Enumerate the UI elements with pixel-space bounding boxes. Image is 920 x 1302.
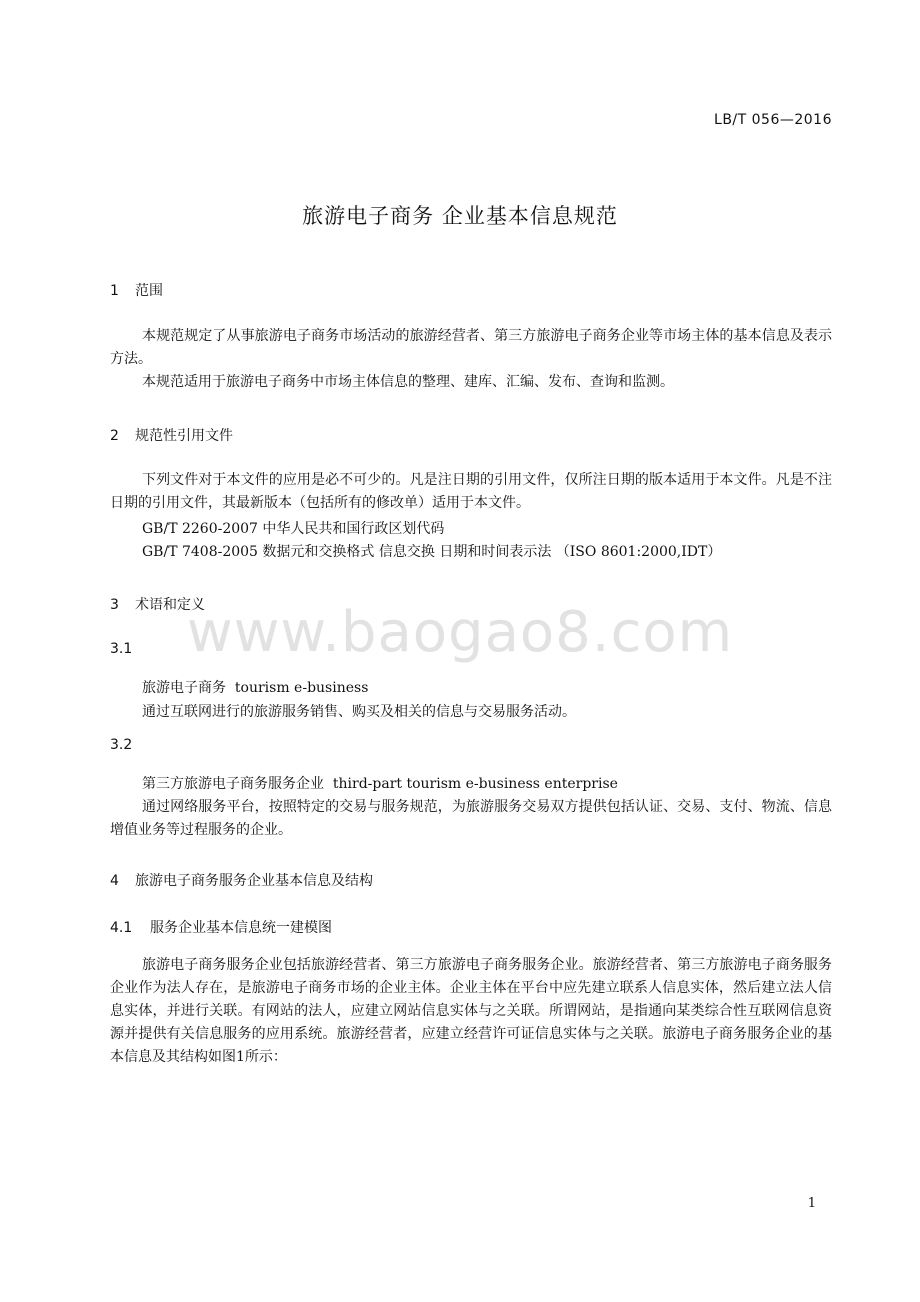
clause-number: 4.1 <box>110 920 133 936</box>
term-chinese: 第三方旅游电子商务服务企业 <box>142 776 324 792</box>
term-3-1 <box>142 677 368 697</box>
section-title: 术语和定义 <box>135 597 205 613</box>
clause-3-2-number: 3.2 <box>110 737 133 753</box>
section-1-paragraph-1: 本规范规定了从事旅游电子商务市场活动的旅游经营者、第三方旅游电子商务企业等市场主体的基本信息及表示方法。 <box>110 328 832 367</box>
term-3-2 <box>142 773 618 793</box>
section-number: 2 <box>110 428 119 444</box>
clause-4-1-paragraph: 旅游电子商务服务企业包括旅游经营者、第三方旅游电子商务服务企业。旅游经营者、第三方旅游电子商务服务企业作为法人存在，是旅游电子商务市场的企业主体。企业主体在平台中应先建立联系人信息实体，然后建立法人信息实体，并进行关联。有网站的法人，应建立网站信息实体与之关联。所谓网站，是指通向某类综合性互联网信息资源并提供有关信息服务的应用系统。旅游经营者，应建立经营许可证信息实体与之关联。旅游电子商务服务企业的基本信息及其结构如图1所示： <box>110 957 832 1065</box>
section-4-heading <box>110 870 373 890</box>
section-title: 范围 <box>135 283 163 299</box>
section-2-heading <box>110 425 233 445</box>
section-1-heading <box>110 280 163 300</box>
watermark: www.baogao8.com <box>186 600 734 665</box>
clause-4-1-heading <box>110 917 332 937</box>
term-chinese: 旅游电子商务 <box>142 680 226 696</box>
standard-code: LB/T 056—2016 <box>714 112 832 128</box>
definition-3-2: 通过网络服务平台，按照特定的交易与服务规范，为旅游服务交易双方提供包括认证、交易、支付、物流、信息增值业务等过程服务的企业。 <box>110 799 832 838</box>
section-title: 规范性引用文件 <box>135 428 233 444</box>
section-number: 1 <box>110 283 119 299</box>
term-english: third-part tourism e-business enterprise <box>332 776 618 792</box>
clause-title: 服务企业基本信息统一建模图 <box>150 920 332 936</box>
section-number: 3 <box>110 597 119 613</box>
section-title: 旅游电子商务服务企业基本信息及结构 <box>135 873 373 889</box>
document-title: 旅游电子商务 企业基本信息规范 <box>302 204 618 228</box>
section-3-heading <box>110 594 205 614</box>
clause-3-1-number: 3.1 <box>110 641 133 657</box>
normative-reference-1: GB/T 2260-2007 中华人民共和国行政区划代码 <box>142 521 445 537</box>
section-2-paragraph-1: 下列文件对于本文件的应用是必不可少的。凡是注日期的引用文件，仅所注日期的版本适用于本文件。凡是不注日期的引用文件，其最新版本（包括所有的修改单）适用于本文件。 <box>110 472 832 511</box>
section-1-paragraph-2: 本规范适用于旅游电子商务中市场主体信息的整理、建库、汇编、发布、查询和监测。 <box>142 374 674 390</box>
term-english: tourism e-business <box>234 680 369 696</box>
section-number: 4 <box>110 873 119 889</box>
normative-reference-2: GB/T 7408-2005 数据元和交换格式 信息交换 日期和时间表示法 （ISO 8601:2000,IDT） <box>142 544 722 560</box>
page-number: 1 <box>807 1196 816 1211</box>
definition-3-1: 通过互联网进行的旅游服务销售、购买及相关的信息与交易服务活动。 <box>142 704 576 720</box>
